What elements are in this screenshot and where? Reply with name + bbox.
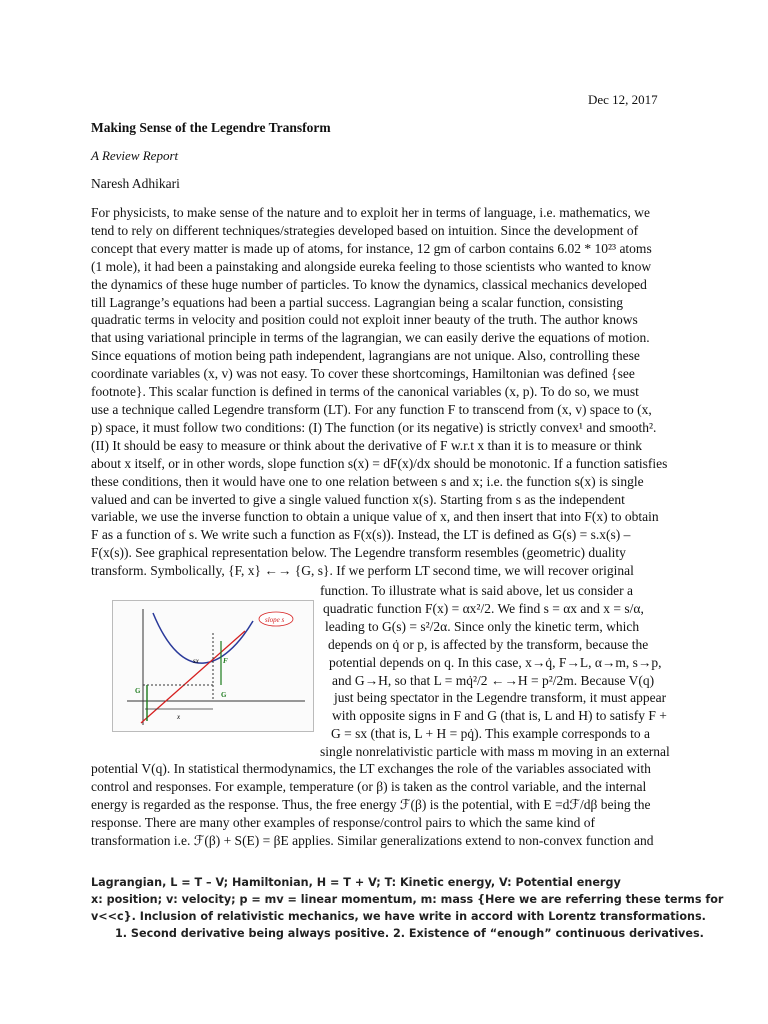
text-line: the dynamics of these huge number of particles. To know the dynamics, classical mechanics developed	[91, 276, 647, 292]
slope-label: slope s	[265, 616, 285, 624]
text-line: G = sx (that is, L + H = pq̇). This example corresponds to a	[331, 726, 651, 742]
text-line: potential depends on q. In this case, x→q̇, F→L, α→m, s→p,	[329, 654, 662, 670]
document-title: Making Sense of the Legendre Transform	[91, 120, 331, 135]
text-line: tend to rely on different techniques/strategies developed based on intuition. Since the development of	[91, 222, 639, 238]
text-line: transformation i.e. ℱ(β) + S(E) = βE applies. Similar generalizations extend to non-convex function and	[91, 832, 654, 848]
text-line: variable, we use the inverse function to obtain a unique value of x, and then insert that into F(x) to obtain	[91, 509, 659, 525]
text-line: with opposite signs in F and G (that is, L and H) to satisfy F +	[332, 708, 667, 724]
text-line: quadratic function F(x) = αx²/2. We find s = αx and x = s/α,	[323, 600, 644, 616]
text-line: concept that every matter is made up of atoms, for instance, 12 gm of carbon contains 6.02 * 10²³ atoms	[91, 240, 652, 256]
text-line: p) space, it must follow two conditions: (I) The function (or its negative) is strictly convex¹ and smooth².	[91, 419, 657, 435]
footnote-line: Lagrangian, L = T – V; Hamiltonian, H = T + V; T: Kinetic energy, V: Potential energy	[91, 876, 621, 889]
text-line: and G→H, so that L = mq̇²/2 ←→H = p²/2m. Because V(q)	[332, 672, 655, 688]
author-name: Naresh Adhikari	[91, 176, 180, 191]
legendre-graph	[113, 601, 313, 731]
text-line: leading to G(s) = s²/2α. Since only the kinetic term, which	[325, 618, 640, 634]
text-line: potential V(q). In statistical thermodynamics, the LT exchanges the role of the variables associated with	[91, 761, 651, 776]
document-date: Dec 12, 2017	[588, 92, 658, 107]
convex-curve	[153, 613, 253, 663]
footnote-line: v<<c}. Inclusion of relativistic mechanics, we have write in accord with Lorentz transformations.	[91, 910, 706, 923]
text-line: Since equations of motion being path independent, lagrangians are not unique. Also, controlling these	[91, 348, 640, 364]
text-line: these conditions, then it would have one to one relation between s and x; i.e. the function s(x) is single	[91, 473, 644, 489]
text-line: energy is regarded as the response. Thus, the free energy ℱ(β) is the potential, with E =dℱ/dβ being the	[91, 796, 651, 812]
document-subtitle: A Review Report	[91, 148, 179, 163]
wrapped-paragraph	[320, 582, 670, 761]
text-line: control and responses. For example, temperature (or β) is taken as the control variable, and the internal	[91, 778, 647, 794]
x-label: x	[177, 713, 181, 721]
text-line: footnote}. This scalar function is defined in terms of the canonical variables (x, p). To do so, we must	[91, 384, 639, 400]
text-line: about x itself, or in other words, slope function s(x) = dF(x)/dx should be monotonic. If a function satisfies	[91, 455, 668, 471]
text-line: single nonrelativistic particle with mass m moving in an external	[320, 744, 670, 760]
footnote-block	[91, 874, 723, 942]
sx-label: sx	[193, 657, 199, 665]
text-line: function. To illustrate what is said above, let us consider a	[320, 583, 633, 598]
text-line: that using variational principle in terms of the lagrangian, we can easily derive the equations of motion.	[91, 330, 650, 346]
legendre-transform-figure	[112, 600, 314, 732]
text-line: response. There are many other examples of response/control pairs to which the same kind of	[91, 814, 595, 830]
footnote-line: x: position; v: velocity; p = mv = linear momentum, m: mass {Here we are referring these terms for	[91, 893, 724, 906]
g-label-left: G	[135, 687, 141, 695]
text-line: depends on q̇ or p, is affected by the transform, because the	[328, 636, 649, 652]
footnote-item: 1. Second derivative being always positive. 2. Existence of “enough” continuous derivatives.	[115, 927, 704, 940]
main-paragraph	[91, 204, 671, 580]
text-line: (1 mole), it had been a painstaking and alongside eureka feeling to those scientists who wanted to know	[91, 258, 652, 274]
text-line: use a technique called Legendre transform (LT). For any function F to transcend from (x, v) space to (x,	[91, 401, 652, 417]
text-line: F(x(s)). See graphical representation below. The Legendre transform resembles (geometric) duality	[91, 545, 626, 561]
text-line: just being spectator in the Legendre transform, it must appear	[334, 690, 667, 706]
continued-paragraph	[91, 760, 671, 850]
text-line: coordinate variables (x, v) was not easy. To cover these shortcomings, Hamiltonian was defined {see	[91, 366, 635, 382]
text-line: till Lagrange’s equations had been a partial success. Lagrangian being a scalar function, consisting	[91, 294, 623, 310]
text-line: F as a function of s. We write such a function as F(x(s)). Instead, the LT is defined as G(s) = s.x(s) –	[91, 527, 631, 543]
text-line: (II) It should be easy to measure or think about the derivative of F w.r.t x than it is to measure or think	[91, 437, 642, 453]
g-label-right: G	[221, 691, 227, 699]
f-label: F	[223, 657, 228, 665]
text-line: For physicists, to make sense of the nature and to exploit her in terms of language, i.e. mathematics, we	[91, 205, 650, 220]
text-line: transform. Symbolically, {F, x} ←→ {G, s}. If we perform LT second time, we will recover original	[91, 563, 634, 579]
text-line: valued and can be inverted to give a single valued function x(s). Starting from s as the independent	[91, 491, 625, 507]
text-line: quadratic terms in velocity and position could not exploit inner beauty of the truth. The author knows	[91, 312, 638, 328]
